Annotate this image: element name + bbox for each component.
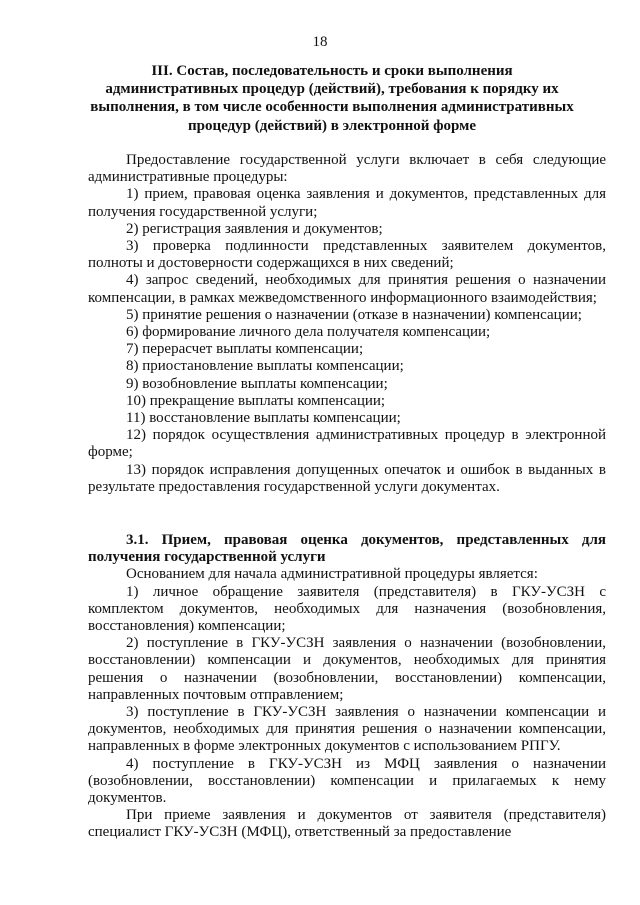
list-item: 6) формирование личного дела получателя компенсации; (126, 324, 491, 341)
list-item: 1) личное обращение заявителя (представителя) в ГКУ-УСЗН с комплектом документов, необходимых для назначения (возобновления, восстановления) компенсации; (88, 583, 606, 635)
paragraph-intro: Предоставление государственной услуги включает в себя следующие административные процедуры: (88, 152, 606, 186)
page-number: 18 (312, 34, 328, 50)
heading-line: III. Состав, последовательность и сроки выполнения (151, 63, 513, 79)
paragraph-intro: Основанием для начала административной процедуры является: (126, 566, 538, 583)
subsection-3-1 (88, 532, 606, 842)
list-item: 3) поступление в ГКУ-УСЗН заявления о назначении компенсации и документов, необходимых для принятия решения о назначении компенсации, направленных в форме электронных документов с использованием РПГУ. (88, 704, 606, 755)
list-item: 5) принятие решения о назначении (отказе в назначении) компенсации; (126, 306, 582, 323)
list-item: 4) запрос сведений, необходимых для принятия решения о назначении компенсации, в рамках межведомственного информационного взаимодействия; (88, 272, 606, 306)
heading-line: выполнения, в том числе особенности выполнения административных (90, 99, 574, 116)
list-item: 8) приостановление выплаты компенсации; (126, 358, 404, 375)
list-item: 2) регистрация заявления и документов; (126, 220, 383, 237)
subsection-title: 3.1. Прием, правовая оценка документов, представленных для получения государственной услуги (88, 532, 606, 566)
list-item: 3) проверка подлинности представленных заявителем документов, полноты и достоверности содержащихся в них сведений; (88, 238, 606, 272)
list-item: 13) порядок исправления допущенных опечаток и ошибок в выданных в результате предоставления государственной услуги документах. (88, 461, 606, 495)
section-heading (88, 62, 576, 135)
list-item: 2) поступление в ГКУ-УСЗН заявления о назначении (возобновлении, восстановлении) компенсации и документов, необходимых для принятия решения о назначении (возобновлении, восстановлении) компенсации, направленных почтовым отправлением; (88, 635, 606, 703)
heading-line: административных процедур (действий), требования к порядку их (105, 81, 559, 98)
list-item: 10) прекращение выплаты компенсации; (126, 392, 386, 409)
list-item: 4) поступление в ГКУ-УСЗН из МФЦ заявления о назначении (возобновлении, восстановлении) компенсации и прилагаемых к нему документов. (88, 755, 606, 807)
list-item: 12) порядок осуществления административных процедур в электронной форме; (88, 427, 606, 461)
paragraph-closing: При приеме заявления и документов от заявителя (представителя) специалист ГКУ-УСЗН (МФЦ), ответственный за предоставление (88, 807, 606, 841)
list-item: 11) восстановление выплаты компенсации; (126, 410, 401, 427)
list-item: 9) возобновление выплаты компенсации; (126, 375, 388, 392)
procedures-list (88, 152, 606, 496)
list-item: 1) прием, правовая оценка заявления и документов, представленных для получения государственной услуги; (88, 186, 606, 220)
heading-line: процедур (действий) в электронной форме (187, 117, 477, 134)
list-item: 7) перерасчет выплаты компенсации; (126, 341, 364, 358)
